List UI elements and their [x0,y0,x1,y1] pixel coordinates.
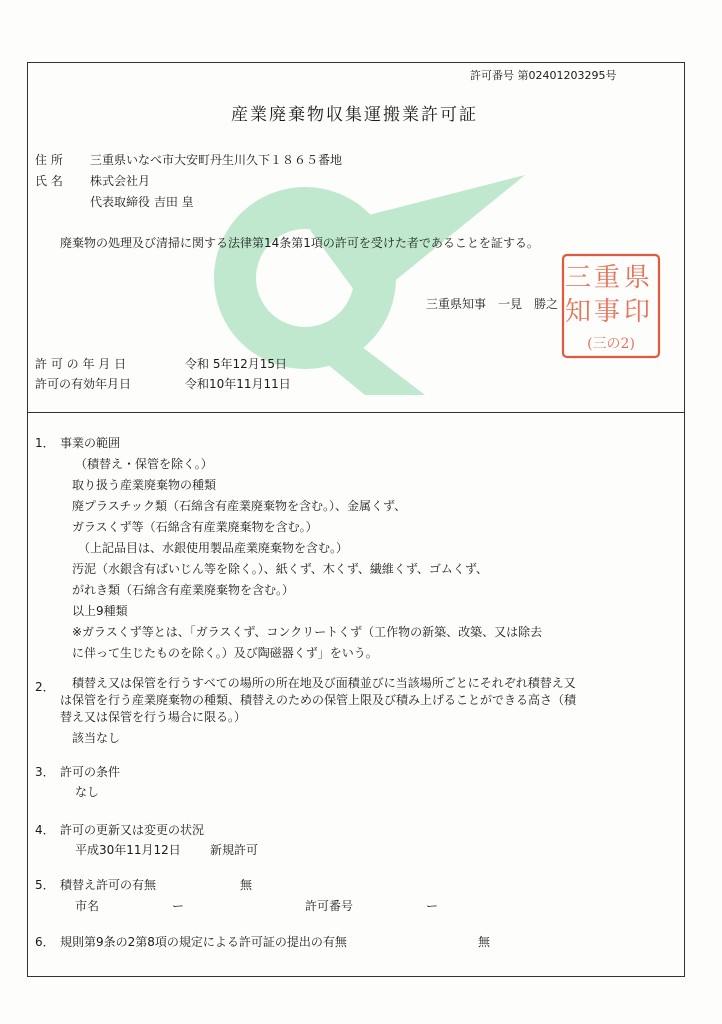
certification-text: 廃棄物の処理及び清掃に関する法律第14条第1項の許可を受けた者であることを証する。 [60,236,539,250]
section-2-line: 積替え又は保管を行うすべての場所の所在地及び面積並びに当該場所ごとにそれぞれ積替え又 [72,676,576,690]
section-6-heading: 規則第9条の2第8項の規定による許可証の提出の有無 [60,935,347,949]
section-1-line: （積替え・保管を除く。） [75,457,213,471]
name-label: 氏 名 [35,174,63,188]
section-4-date: 平成30年11月12日 [75,843,181,857]
section-2-line: 替え又は保管を行う場合に限る。） [60,710,247,724]
svg-text:(三の2): (三の2) [587,336,635,352]
svg-text:県: 県 [623,263,651,293]
section-1-line: （上記品目は、水銀使用製品産業廃棄物を含む。） [78,541,349,555]
section-2-number: 2． [35,680,55,694]
official-seal-icon [560,252,662,360]
section-5-permit-value: ー [426,899,439,913]
issue-date-value: 令和 5年12月15日 [185,357,287,371]
section-1-line: がれき類（石綿含有産業廃棄物を含む。） [72,583,295,597]
section-1-line: 廃プラスチック類（石綿含有産業廃棄物を含む。）、金属くず、 [72,499,407,513]
section-1-line: ガラスくず等（石綿含有産業廃棄物を含む。） [72,520,318,534]
section-1-line: 取り扱う産業廃棄物の種類 [72,478,217,492]
section-3-line: なし [75,785,100,799]
section-1-line: 以上9種類 [72,604,128,618]
representative-name: 代表取締役 吉田 皇 [90,195,194,209]
address-value: 三重県いなべ市大安町丹生川久下１８６５番地 [90,153,343,167]
section-4-number: 4． [35,823,55,837]
section-divider [27,412,685,413]
section-4-status: 新規許可 [210,843,259,857]
section-5-permit-label: 許可番号 [305,899,354,913]
svg-text:知: 知 [564,297,592,327]
company-name: 株式会社月 [90,174,151,188]
section-5-heading: 積替え許可の有無 [60,878,157,892]
svg-text:事: 事 [593,297,621,327]
section-5-city-value: ー [172,899,185,913]
section-3-number: 3． [35,765,55,779]
expiry-date-label: 許可の有効年月日 [35,377,132,391]
section-1-line: 汚泥（水銀含有ばいじん等を除く。）、紙くず、木くず、繊維くず、ゴムくず、 [72,562,488,576]
section-5-city-label: 市名 [75,899,100,913]
governor-name: 三重県知事 一見 勝之 [426,297,559,311]
section-1-line: ※ガラスくず等とは、「ガラスくず、コンクリートくず（工作物の新築、改築、又は除去 [72,625,543,639]
section-1-number: 1． [35,436,55,450]
section-1-line: に伴って生じたものを除く。）及び陶磁器くず」をいう。 [72,646,378,660]
section-1-heading: 事業の範囲 [60,436,121,450]
svg-text:印: 印 [623,297,651,327]
section-6-number: 6． [35,935,55,949]
permit-number: 許可番号 第02401203295号 [470,69,617,82]
section-5-number: 5． [35,878,55,892]
section-3-heading: 許可の条件 [60,765,121,779]
section-6-value: 無 [478,935,491,949]
section-4-heading: 許可の更新又は変更の状況 [60,823,205,837]
svg-text:重: 重 [593,263,621,293]
issue-date-label: 許 可 の 年 月 日 [35,357,127,371]
section-2-line: は保管を行う産業廃棄物の種類、積替えのための保管上限及び積み上げることができる高さ（積 [60,693,577,707]
address-label: 住 所 [35,153,63,167]
svg-text:三: 三 [564,263,592,293]
expiry-date-value: 令和10年11月11日 [185,377,291,391]
page-title: 産業廃棄物収集運搬業許可証 [231,105,478,125]
section-5-value: 無 [240,878,253,892]
section-2-line: 該当なし [72,731,121,745]
